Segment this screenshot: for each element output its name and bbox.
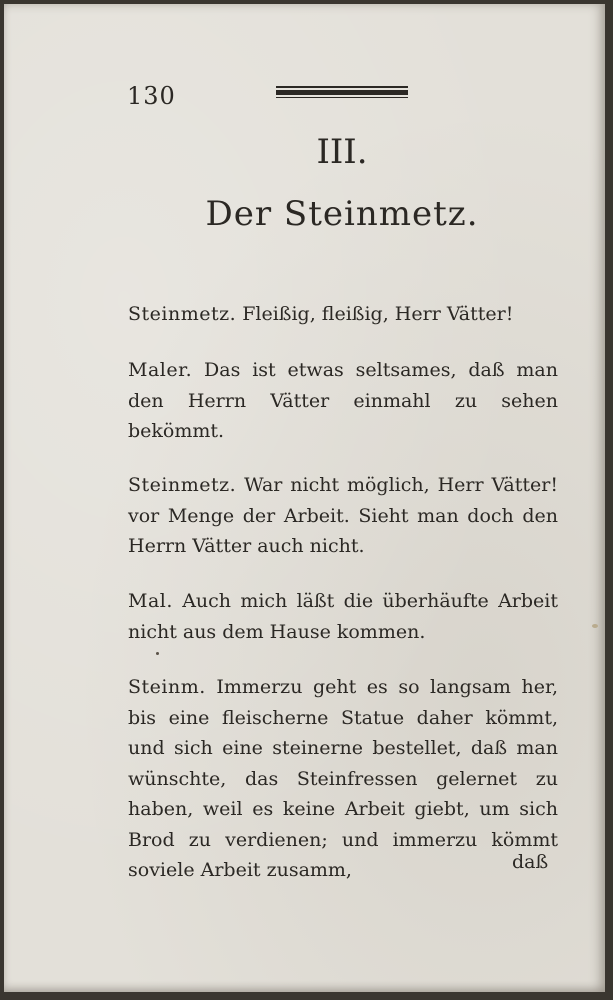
dialogue-text: Auch mich läßt die überhäufte Arbeit nicht aus dem Hause kommen. xyxy=(128,590,558,643)
dialogue-text: Immerzu geht es so langsam her, bis eine fleischerne Statue daher kömmt, und sich eine steinerne bestellet, daß man wünschte, das Steinfressen gelernet zu haben, weil es keine Arbeit giebt, um sich Brod zu verdienen; und immerzu kömmt soviele Arbeit zusamm, xyxy=(128,676,558,881)
header-ornamental-rule xyxy=(276,86,408,98)
dialogue-text: War nicht möglich, Herr Vätter! vor Menge der Arbeit. Sieht man doch den Herrn Vätter auch nicht. xyxy=(128,474,558,557)
chapter-number: III. xyxy=(316,132,368,172)
dialogue-paragraph-5 xyxy=(128,672,558,886)
page-number: 130 xyxy=(127,82,176,110)
paper-speck xyxy=(156,652,159,655)
speaker-label: Maler. xyxy=(128,359,193,381)
speaker-label: Mal. xyxy=(128,590,173,612)
dialogue-text: Fleißig, fleißig, Herr Vätter! xyxy=(242,303,514,325)
dialogue-paragraph-1 xyxy=(128,299,558,330)
dialogue-paragraph-2 xyxy=(128,355,558,447)
speaker-label: Steinm. xyxy=(128,676,206,698)
speaker-label: Steinmetz. xyxy=(128,303,237,325)
book-page xyxy=(4,4,605,992)
dialogue-paragraph-3 xyxy=(128,470,558,562)
dialogue-text: Das ist etwas seltsames, daß man den Herrn Vätter einmahl zu sehen bekömmt. xyxy=(128,359,559,442)
chapter-title: Der Steinmetz. xyxy=(205,194,479,234)
catchword: daß xyxy=(512,851,549,873)
paper-speck xyxy=(592,624,598,628)
speaker-label: Steinmetz. xyxy=(128,474,237,496)
dialogue-paragraph-4 xyxy=(128,586,558,647)
